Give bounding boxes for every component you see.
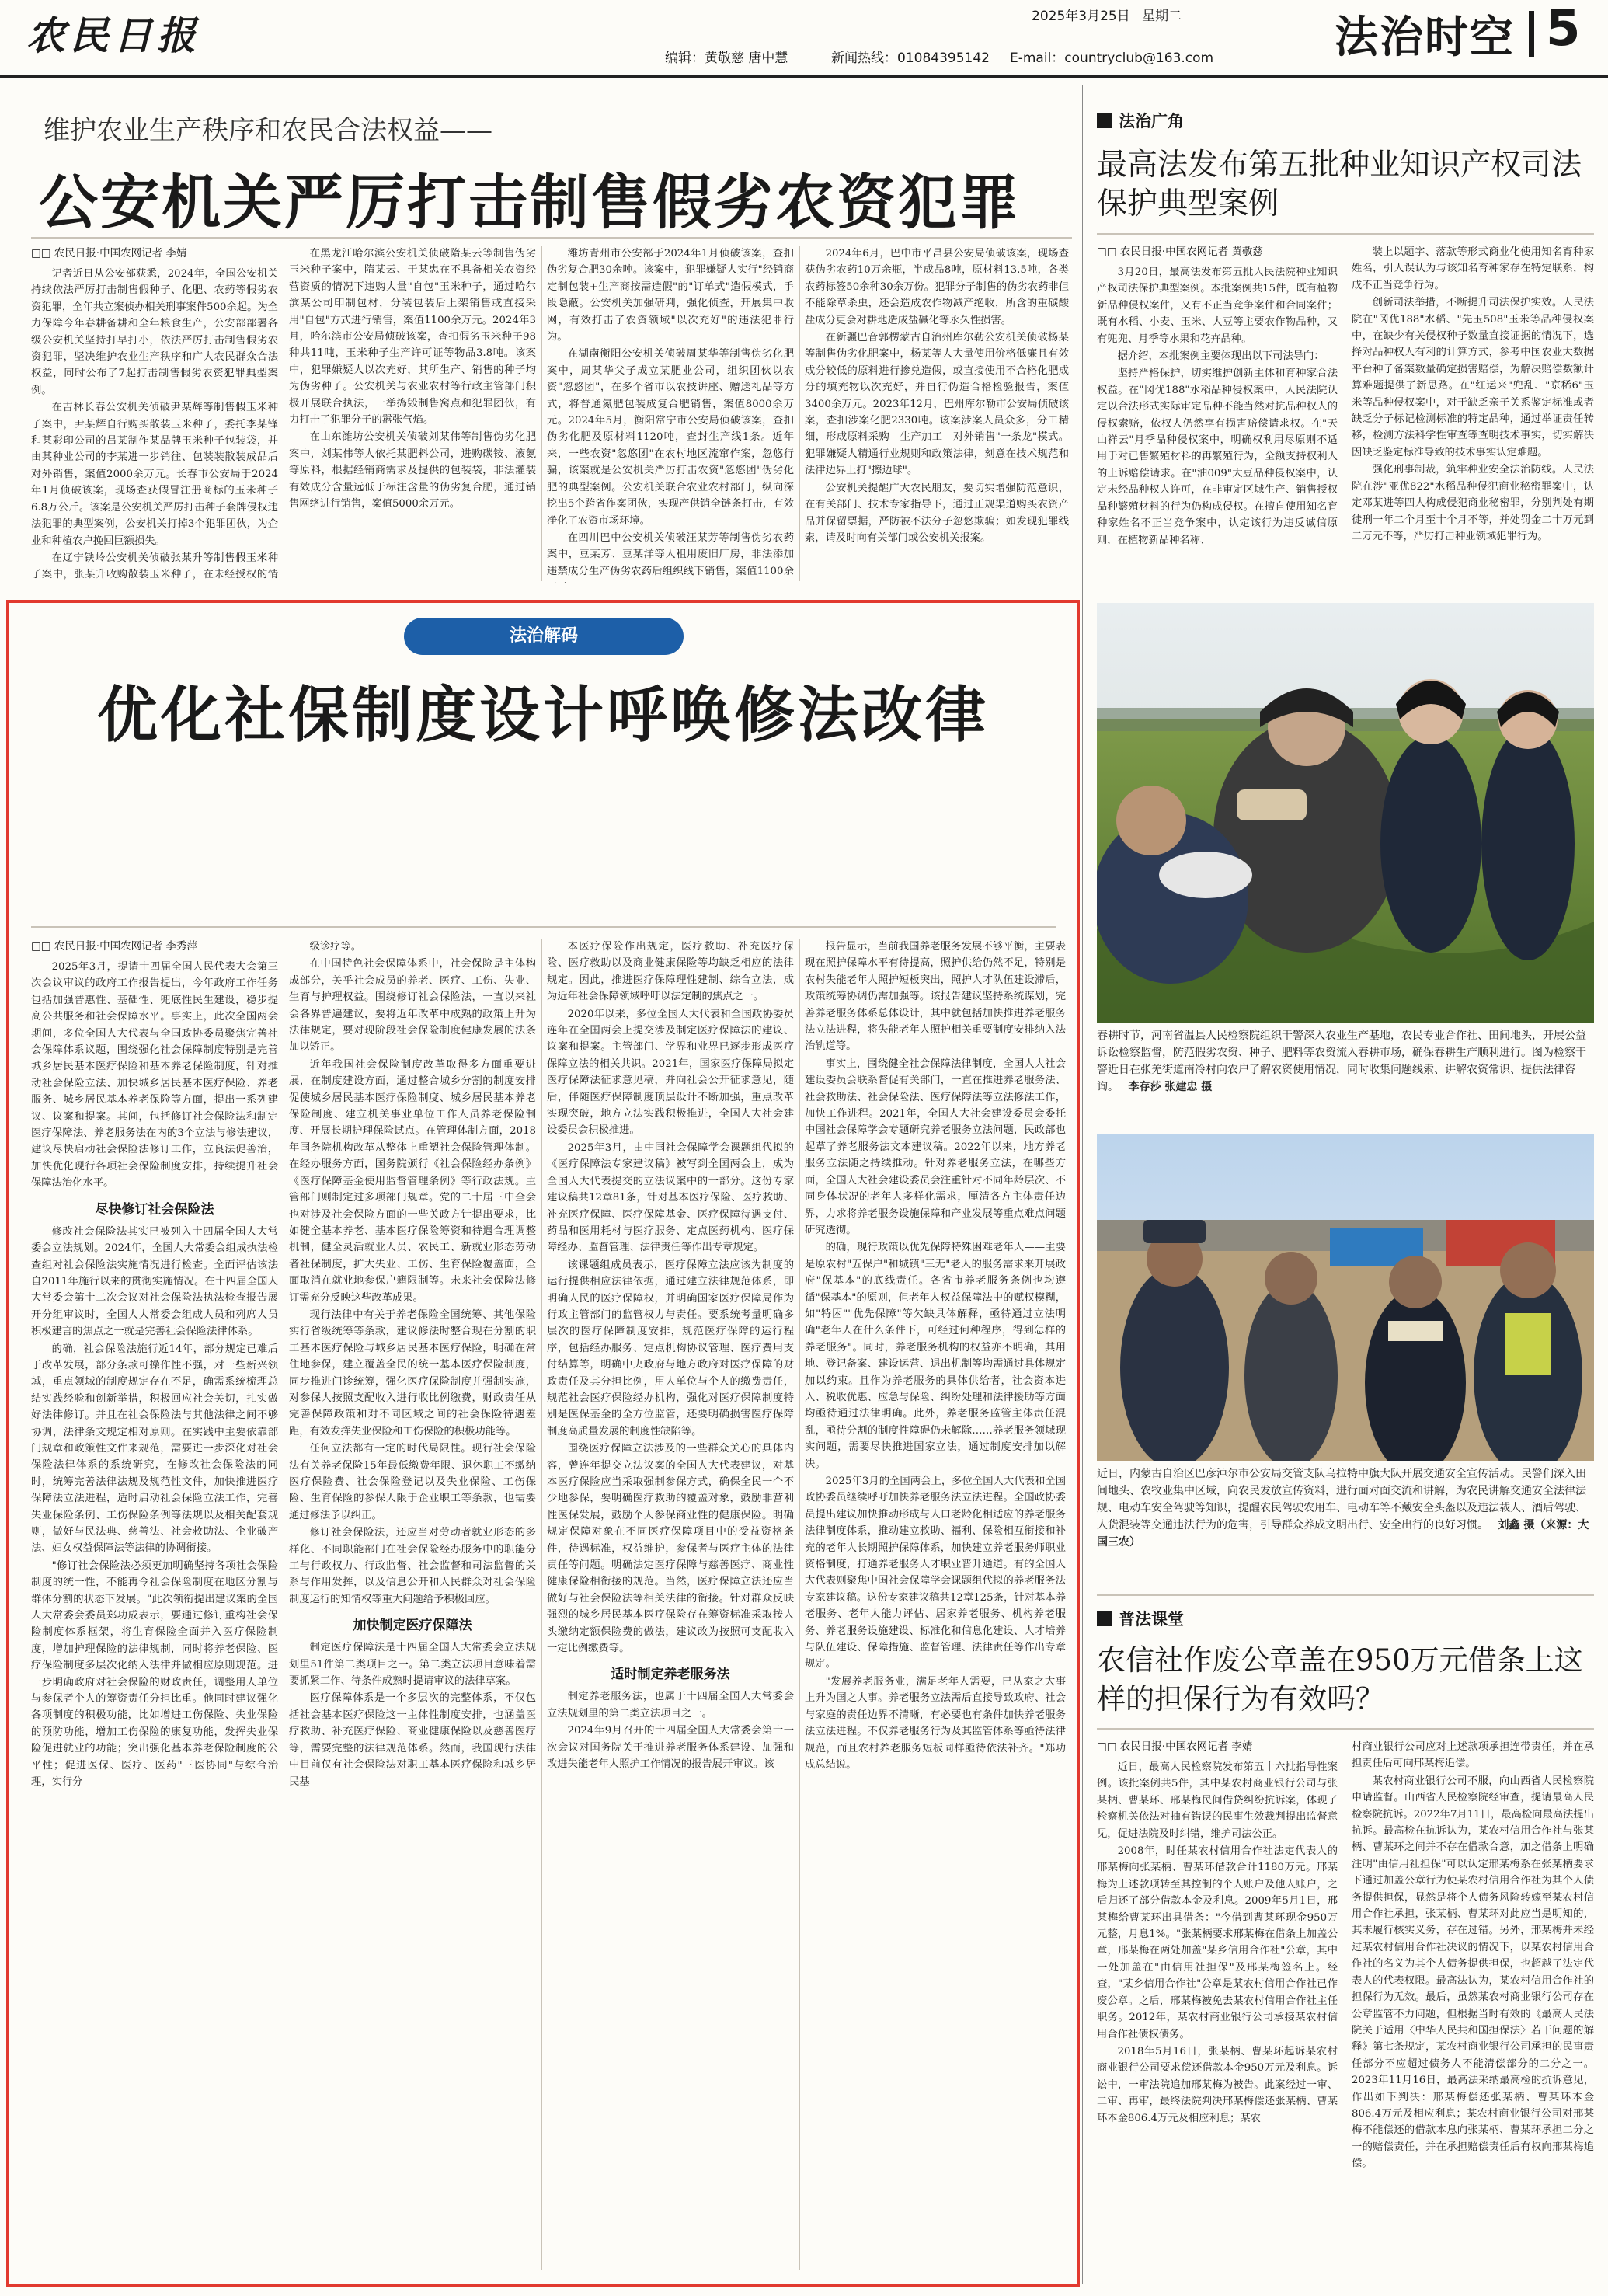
- paragraph: 2018年5月16日，张某柄、曹某环起诉某农村商业银行公司要求偿还借款本金950万元及利息。诉讼中，一审法院追加邢某梅为被告。此案经过一审、二审、再审，最终法院判决邢某梅偿还张某柄、曹某环本金806.4万元及相应利息；某农: [1097, 2045, 1338, 2124]
- feature-tag: 法治解码: [404, 618, 684, 655]
- guangjiao-tag: [1097, 109, 1184, 132]
- paragraph: 报告显示，当前我国养老服务发展不够平衡，主要表现在照护保障水平有待提高，照护供给仍然不足，特别是农村失能老年人照护短板突出，照护人才队伍建设滞后，政策统筹协调仍需加强等。该报告建议坚持系统谋划，完善养老服务体系总体设计，其中就包括加快推进养老服务法立法进程，将失能老年人照护相关重要制度安排纳入法治轨道等。: [805, 941, 1066, 1053]
- ketang-top-rule: [1097, 1594, 1594, 1596]
- feature-byline: □□ 农民日报·中国农网记者 李秀萍: [31, 940, 197, 953]
- tag-square-icon: [1097, 1611, 1112, 1626]
- page-number: 5: [1546, 0, 1581, 57]
- tag-label: 法治广角: [1119, 112, 1184, 131]
- issue-date: [1032, 5, 1182, 24]
- subheading: 尽快修订社会保险法: [95, 1201, 214, 1218]
- paragraph: 在湖南衡阳公安机关侦破周某华等制售伪劣化肥案中，周某华父子成立某肥业公司，组织团伙以农资"忽悠团"，在多个省市以农技讲座、赠送礼品等方式，将普通氮肥包装成复合肥销售，案值8000余万元。2024年5月，衡阳常宁市公安局侦破该案，查扣伪劣化肥及原材料1120吨，查封生产线1条。近年来，一些农资"忽悠团"在农村地区流窜作案，忽悠行骗，该案就是公安机关严厉打击农资"忽悠团"伪劣化肥的典型案例。公安机关联合农业农村部门，纵向深挖出5个跨省作案团伙，实现产供销全链条打击，有效净化了农资市场环境。: [547, 348, 794, 527]
- paragraph: 该课题组成员表示，医疗保障立法应该为制度的运行提供相应法律依据，通过建立法律规范体系，即明确人民的医疗保障权，并明确国家医疗保障局作为行政主管部门的监管权力与责任。要系统考量明确多层次的医疗保障制度安排，规范医疗保障的运行程序，包括经办服务、定点机构协议管理、医疗费用支付结算等，明确中央政府与地方政府对医疗保障的财政责任及其分担比例，用人单位与个人的缴费责任，规范社会医疗保险经办机构，强化对医疗保障制度特别是医保基金的全方位监管，还要明确损害医疗保障制度高质量发展的制度性缺陷等。: [547, 1259, 794, 1437]
- paragraph: 修订社会保险法，还应当对劳动者就业形态的多样化、不同职能部门在社会保险经办服务中的职能分工与行政权力、行政监督、社会监督和司法监督的关系与作用发挥，以及信息公开和人民群众对社会保险制度运行的知情权等重大问题给予积极回应。: [289, 1527, 536, 1605]
- section-title: 法治时空: [1335, 12, 1515, 63]
- paragraph: 在吉林长春公安机关侦破尹某辉等制售假玉米种子案中，尹某辉自行购买散装玉米种子，委托李某锋和某彩印公司的吕某制作某品牌玉米种子包装袋，并由某种业公司的李某进一步销往、包装装散装成品后对外销售，案值2000余万元。长春市公安局于2024年1月侦破该案，现场查获假冒注册商标的玉米种子6.8万公斤。该案是公安机关严厉打击种子套牌侵权违法犯罪的典型案例，公安机关打掉3个犯罪团伙，为企业和种植农户挽回巨额损失。: [31, 402, 278, 547]
- feature-rule: [31, 926, 1056, 928]
- paragraph: 现行法律中有关于养老保险全国统筹、其他保险实行省级统筹等条款，建议修法时整合现在分割的职工基本医疗保险与城乡居民基本医疗保险，明确在常住地参保，建立覆盖全民的统一基本医疗保险制度，同步推进门诊统筹，强化医疗保险制度并强制实施，对参保人按照支配收入进行收比例缴费，财政责任从完善保障政策和对不同区域之间的社会保险待遇差距，有效发挥失业保险和工伤保险的积极功能等。: [289, 1308, 536, 1437]
- lead-col-3: [547, 246, 794, 583]
- paragraph: 近日，最高人民检察院发布第五十六批指导性案例。该批案例共5件，其中某农村商业银行公司与张某柄、曹某环、邢某梅民间借贷纠纷抗诉案，体现了检察机关依法对抽有错误的民事生效裁判提出监督意见，促进法院及时纠错，维护司法公正。: [1097, 1761, 1338, 1840]
- paragraph: 记者近日从公安部获悉，2024年，全国公安机关持续依法严厉打击制售假种子、化肥、农药等假劣农资犯罪，全年共立案侦办相关刑事案件500余起。为全力保障今年春耕备耕和全年粮食生产，公安部部署各级公安机关坚持打早打小，依法严厉打击制售假劣农资犯罪，坚决维护农业生产秩序和广大农民群众合法权益，同时公布了7起打击制售假劣农资犯罪典型案例。: [31, 268, 278, 396]
- paragraph: 医疗保障体系是一个多层次的完整体系，不仅包括社会基本医疗保险这一主体性制度安排，也涵盖医疗救助、补充医疗保险、商业健康保险以及慈善医疗等，需要完整的法律规范体系。然而，我国现行法律中目前仅有社会保险法对职工基本医疗保险和城乡居民基: [289, 1692, 536, 1788]
- newspaper-logo: 农民日报: [26, 12, 200, 58]
- feature-headline: 优化社保制度设计呼唤修法改律: [96, 680, 989, 751]
- paragraph: 在辽宁铁岭公安机关侦破张某升等制售假玉米种子案中，张某升收购散装玉米种子，在未经授权的情: [31, 552, 278, 581]
- paragraph: 任何立法都有一定的时代局限性。现行社会保险法有关养老保险15年最低缴费年限、退休职工不缴纳医疗保险费、社会保险登记以及失业保险、工伤保险、生育保险的参保人限于企业职工等条款，也需要通过修法予以纠正。: [289, 1443, 536, 1521]
- caption-text: 春耕时节，河南省温县人民检察院组织干警深入农业生产基地，农民专业合作社、田间地头，开展公益诉讼检察监督，防范假劣农资、种子、肥料等农资流入春耕市场，确保春耕生产顺利进行。图为检察干警近日在张羌街道南冷村向农户了解农资使用情况，同时收集问题线索、讲解农资常识、提供法律咨询。: [1097, 1030, 1586, 1093]
- photo-illustration: [1097, 1134, 1594, 1461]
- paragraph: 2008年，时任某农村信用合作社法定代表人的邢某梅向张某柄、曹某环借款合计1180万元。邢某梅为上述款项转至其控制的个人账户及他人账户，之后归还了部分借款本金及利息。2009年5月1日，邢某梅给曹某环出具借条："今借到曹某环现金950万元整，月息1%。"张某柄要求邢某梅在借条上加盖公章，邢某梅在两处加盖"某乡信用合作社"公章，其中一处加盖在"由信用社担保"及邢某梅签名上。经查，"某乡信用合作社"公章是某农村信用合作社已作废公章。之后，邢某梅被免去某农村信用合作社主任职务。2012年，某农村商业银行公司承接某农村信用合作社债权债务。: [1097, 1845, 1338, 2040]
- paragraph: 制定养老服务法，也属于十四届全国人大常委会立法规划里的第二类立法项目之一。: [547, 1691, 794, 1719]
- paragraph: 在黑龙江哈尔滨公安机关侦破隋某云等制售伪劣玉米种子案中，隋某云、于某忠在不具备相关农资经营资质的情况下违购大量"自包"玉米种子，通过哈尔滨某公司印制包材，分装包装后上架销售或直接采用"自包"方式进行销售，案值1100余万元。2024年3月，哈尔滨市公安局侦破该案，查扣假劣玉米种子98种共11吨，玉米种子生产许可证等物品3.8吨。该案中，犯罪嫌疑人以次充好，其所生产、销售的种子均为伪劣种子。公安机关与农业农村等行政主管部门积极开展联合执法，一举捣毁制售窝点和犯罪团伙，有力打击了犯罪分子的嚣张气焰。: [289, 248, 536, 427]
- ketang-col-2: [1352, 1739, 1594, 2287]
- paragraph: 2025年3月的全国两会上，多位全国人大代表和全国政协委员继续呼吁加快养老服务法立法进程。全国政协委员提出建议加快推动形成与人口老龄化相适应的养老服务法律制度体系，推动建立救助、福利、保险相互衔接和补充的老年人长期照护保障体系，加快建立养老服务师职业资格制度，打通养老服务人才职业晋升通道。有的全国人大代表则聚焦中国社会保障学会课题组代拟的养老服务法专家建议稿。这份专家建议稿共12章125条，针对基本养老服务、老年人能力评估、居家养老服务、机构养老服务、养老服务设施建设、标准化和信息化建设、人才培养与队伍建设、保障措施、监督管理、法律责任等作出专章规定。: [805, 1476, 1066, 1671]
- paragraph: 的确，现行政策以优先保障特殊困难老年人——主要是原农村"五保户"和城镇"三无"老人的服务需求来开展政府"保基本"的底线责任。各省市养老服务条例也均遵循"保基本"的原则，但老年人权益保障法中的赋权模糊，如"特困""优先保障"等欠缺具体解释，亟待通过立法明确"老年人在什么条件下，可经过何种程序，得到怎样的养老服务"。同时，养老服务机构的权益亦不明确，其用地、登记备案、建设运营、退出机制等均需通过具体规定加以约束。且作为养老服务的具体供给者，社会资本进入、税收优惠、应急与保险、纠纷处理和法律援助等方面均亟待通过法律明确。此外，养老服务监管主体责任混乱，亟待分割的制度性障碍仍未解除……养老服务领域现实问题，需要尽快推进国家立法，通过制度安排加以解决。: [805, 1242, 1066, 1470]
- paragraph: 在四川巴中公安机关侦破汪某芳等制售伪劣农药案中，豆某芳、豆某洋等人租用废旧厂房，非法添加违禁成分生产伪劣农药后组织线下销售，案值1100余: [547, 531, 794, 577]
- paragraph: 在山东潍坊公安机关侦破刘某伟等制售伪劣化肥案中，刘某伟等人依托某肥料公司，进购碳铵、液氨等原料，根据经销商需求及提供的包装袋，非法灌装有效成分含量远低于标注含量的伪劣复合肥，通过销售网络进行销售，案值5000余万元。: [289, 431, 536, 510]
- editor-line: 编辑：黄敬慈 唐中慧: [665, 51, 788, 66]
- paragraph: 修改社会保险法其实已被列入十四届全国人大常委会立法规划。2024年，全国人大常委会组成执法检查组对社会保险法实施情况进行检查。全面评估该法自2011年施行以来的贯彻实施情况。在十四届全国人大常委会第十二次会议对社会保险法执法检查报告展开分组审议时，全国人大常委会组成人员和列席人员积极建言的焦点之一就是完善社会保险法律体系。: [31, 1225, 278, 1338]
- paragraph: 2025年3月，由中国社会保障学会课题组代拟的《医疗保障法专家建议稿》被写到全国两会上，成为全国人大代表提交的立法议案中的一部分。这份专家建议稿共12章81条，针对基本医疗保险、医疗救助、补充医疗保障、医疗保障基金、医疗保障待遇支付、药品和医用耗材与医疗服务、定点医药机构、医疗保障经办、监督管理、法律责任等作出专章规定。: [547, 1141, 794, 1254]
- paragraph: "修订社会保险法必须更加明确坚持各项社会保险制度的统一性，不能再令社会保险制度在地区分割与群体分割的状态下发展。"此次领衔提出建议案的全国人大常委会委员郑功成表示，要通过修订重构社会保险制度体系框架，将生育保险全面并入医疗保险制度，增加护理保险的法律规制，同时将养老保险、医疗保险制度多层次化纳入法律并做相应原则规范。进一步明确政府对社会保险的财政责任，调整用人单位与参保者个人的筹资责任分担比重。他同时建议强化各项制度的积极功能，比如增进工伤保险、失业保险的预防功能，增加工伤保险的康复功能，发挥失业保险促进就业的功能；突出强化基本养老保险制度的公平性；促进医保、医疗、医药"三医协同"与综合治理，实行分: [31, 1559, 278, 1789]
- masthead: [0, 0, 1608, 75]
- masthead-rule: [0, 75, 1608, 78]
- paragraph: 2025年3月，提请十四届全国人民代表大会第三次会议审议的政府工作报告提出，今年政府工作任务包括加强普惠性、基础性、兜底性民生建设，稳步提高公共服务和社会保障水平。事实上，此次全国两会期间，多位全国人大代表与全国政协委员聚焦完善社会保障体系议题，围绕强化社会保障制度特别是完善城乡居民基本医疗保险和基本养老保险制度，针对推动社会保险立法、加快城乡居民基本医疗保险、养老服务、城乡居民基本养老保险等方面，提出一系列建议、议案和提案。其间，包括修订社会保险法和制定医疗保障法、养老服务法在内的3个立法与修法建议，建议尽快启动社会保险法修订工作，立良法促善治，加快优化现行各项社会保险制度安排，持续提升社会保障法治化水平。: [31, 961, 278, 1190]
- feature-col-1: [31, 959, 278, 2272]
- photo2-caption: [1097, 1465, 1594, 1584]
- email-line: E-mail：countryclub@163.com: [1010, 51, 1214, 66]
- guangjiao-headline: 最高法发布第五批种业知识产权司法保护典型案例: [1097, 148, 1582, 221]
- paragraph: 装上以题字、落款等形式商业化使用知名育种家姓名，引人误认为与该知名育种家存在特定联系，构成不正当竞争行为。: [1352, 246, 1594, 291]
- paragraph: 的确，社会保险法施行近14年，部分规定已难后于改革发展，部分条款可操作性不强，对一些新兴领域，重点领域的制度规定存在不足，确需系统梳理总结实践经验和创新举措，积极回应社会关切，扎实做好法律修订。并且在社会保险法与其他法律之间不够协调，法律条文规定相对原则。在实践中主要依靠部门规章和政策性文件来规范，需要进一步深化对社会保险法律体系的系统研究，在修改社会保险法的同时，统筹完善法律法规及规范性文件，加快推进医疗保障法立法进程，适时启动社会保险立法工作，完善失业保险条例、工伤保险条例等法规以及相关配套规则，做好与民法典、慈善法、社会救助法、企业破产法、妇女权益保障法等法律的协调衔接。: [31, 1343, 278, 1555]
- lead-col-2: [289, 246, 536, 583]
- paragraph: 在新疆巴音郭楞蒙古自治州库尔勒公安机关侦破杨某等制售伪劣化肥案中，杨某等人大量使用价格低廉且有效成分较低的原料进行掺兑造假，或直接使用不合格化肥成分的填充物以次充好，并自行伪造合格检验报告，案值3400余万元。2023年12月，巴州库尔勒市公安局侦破该案，查扣涉案化肥2330吨。该案涉案人员众多，分工精细，形成原料采购—生产加工—对外销售"一条龙"模式。犯罪嫌疑人精通行业规则和政策法律，刻意在技术规范和法律边界上打"擦边球"。: [805, 332, 1069, 477]
- guangjiao-rule: [1097, 233, 1594, 235]
- paragraph: 在中国特色社会保障体系中，社会保险是主体构成部分，关乎社会成员的养老、医疗、工伤、失业、生育与护理权益。围绕修订社会保险法，一直以来社会各界普遍建议，要将近年改革中成熟的政策上升为法律规定，要对现阶段社会保险制度健康发展的法条加以矫正。: [289, 958, 536, 1054]
- column-rule: [799, 246, 800, 581]
- guangjiao-col-2: [1352, 244, 1594, 591]
- paragraph: 强化刑事制裁，筑牢种业安全法治防线。人民法院在涉"亚优822"水稻品种侵犯商业秘密罪案中，认定邓某进等四人构成侵犯商业秘密罪，分别判处有期徒刑一年二个月至十个月不等，并处罚金二十万元到二万元不等，严厉打击种业领域犯罪行为。: [1352, 464, 1594, 542]
- photo-credit: 李存莎 张建忠 摄: [1128, 1081, 1213, 1093]
- column-rule: [541, 939, 542, 2270]
- lead-col-4: [805, 246, 1069, 583]
- ketang-headline: 农信社作废公章盖在950万元借条上这样的担保行为有效吗？: [1097, 1643, 1583, 1716]
- lead-kicker: 维护农业生产秩序和农民合法权益——: [44, 115, 492, 146]
- section-divider: [1529, 11, 1534, 57]
- photo1-caption: [1097, 1027, 1594, 1124]
- paragraph: "发展养老服务业，满足老年人需要，已从家之大事上升为国之大事。养老服务立法需后直接导致政府、社会与家庭的责任边界不清晰，有必要也有条件加快养老服务法立法进程。不仅养老服务行为及其监管体系等亟待法律规范，而且农村养老服务短板同样亟待依法补齐。"郑功成总结说。: [805, 1675, 1066, 1771]
- paragraph: 围绕医疗保障立法涉及的一些群众关心的具体内容，曾连年提交立法议案的全国人大代表建议，对基本医疗保险应当采取强制参保方式，确保全民一个不少地参保，要明确医疗救助的覆盖对象，鼓励非营利性医保发展，鼓励个人参保商业性的健康保险。明确规定保障对象在不同医疗保障项目中的受益资格条件，待遇标准，权益维护，参保者与医疗主体的法律责任等问题。明确法定医疗保障与慈善医疗、商业性健康保险相衔接的规范。当然，医疗保障立法还应当做好与社会保险法等相关法律的衔接。针对群众反映强烈的城乡居民基本医疗保险存在筹资标准采取按人头缴纳定额保险费的做法，建议改为按照可支配收入一定比例缴费等。: [547, 1443, 794, 1655]
- lead-col-1: [31, 266, 278, 583]
- tag-square-icon: [1097, 113, 1112, 128]
- caption-text: 近日，内蒙古自治区巴彦淖尔市公安局交管支队乌拉特中旗大队开展交通安全宣传活动。民警们深入田间地头、农牧业集中区域，向农民发放宣传资料，进行面对面交流和讲解，为农民讲解交通安全法律法规、电动车安全驾驶等知识，提醒农民驾驶农用车、电动车等不戴安全头盔以及违法载人、酒后驾驶、人货混装等交通违法行为的危害，引导群众养成文明出行、安全出行的良好习惯。: [1097, 1468, 1586, 1531]
- tag-label: 普法课堂: [1119, 1610, 1184, 1629]
- feature-col-3: [547, 939, 794, 2272]
- ketang-tag: [1097, 1607, 1184, 1630]
- paragraph: 级诊疗等。: [309, 941, 362, 953]
- ketang-rule: [1097, 1728, 1594, 1730]
- photo-illustration: [1097, 603, 1594, 1023]
- paragraph: 3月20日，最高法发布第五批人民法院种业知识产权司法保护典型案例。本批案例共15件，既有植物新品种侵权案件，又有不正当竞争案件和合同案件；既有水稻、小麦、玉米、大豆等主要农作物品种，又有兜兜、月季等水果和花卉品种。: [1097, 267, 1338, 345]
- feature-col-4: [805, 939, 1066, 2272]
- paragraph: 本医疗保险作出规定，医疗救助、补充医疗保险、医疗救助以及商业健康保险等均缺乏相应的法律规定。因此，推进医疗保障理性建制、综合立法，成为近年社会保障领域呼吁以法定制的焦点之一。: [547, 941, 794, 1003]
- paragraph: 据介绍，本批案例主要体现出以下司法导向：: [1117, 350, 1324, 363]
- right-column-rule: [1082, 85, 1083, 2284]
- paragraph: 坚持严格保护，切实维护创新主体和育种家合法权益。在"冈优188"水稻品种侵权案中，人民法院认定以合法形式实际审定品种不能当然对抗品种权人的侵权索赔，依权人仍然享有损害赔偿请求权。在"天山祥云"月季品种侵权案中，明确权利用尽原则不适用于对已售繁殖材料的再繁殖行为，全额支持权利人的上诉赔偿请求。在"油009"大豆品种侵权案中，认定未经品种权人许可，在非审定区域生产、销售授权品种繁殖材料的行为仍构成侵权。在擅自使用知名育种家姓名不正当竞争案中，认定该行为违反诚信原则，在植物新品种名称、: [1097, 368, 1338, 546]
- paragraph: 公安机关提醒广大农民朋友，要切实增强防范意识，在有关部门、技术专家指导下，通过正规渠道购买农资产品并保留票据，严防被不法分子忽悠欺骗；如发现犯罪线索，请及时向有关部门或公安机关报案。: [805, 482, 1069, 544]
- guangjiao-byline: □□ 农民日报·中国农网记者 黄敬慈: [1097, 246, 1263, 258]
- photo-prosecutors-field: [1097, 603, 1594, 1023]
- lead-byline: □□ 农民日报·中国农网记者 李婧: [31, 247, 187, 260]
- photo-credit: 刘鑫 摄（来源：大国三农）: [1097, 1519, 1589, 1549]
- lead-headline-rule: [31, 237, 1072, 239]
- paragraph: 潍坊青州市公安部于2024年1月侦破该案，查扣伪劣复合肥30余吨。该案中，犯罪嫌疑人实行"经销商定制包装+生产商按需造假"的"订单式"造假模式，手段隐蔽。公安机关加强研判，强化侦查，开展集中收网，有效打击了农资领域"以次充好"的违法犯罪行为。: [547, 248, 794, 343]
- paragraph: 2024年6月，巴中市平昌县公安局侦破该案，现场查获伪劣农药10万余瓶，半成品8吨，原材料13.5吨，各类农药标签50余种30余万份。犯罪分子制售的伪劣农药非但不能除草杀虫，还会造成农作物减产绝收，所含的重碳酸盐成分更会对耕地造成盐碱化等永久性损害。: [805, 248, 1069, 326]
- ketang-col-1: [1097, 1759, 1338, 2287]
- paragraph: 近年我国社会保险制度改革取得多方面重要进展，在制度建设方面，通过整合城乡分割的制度安排促使城乡居民基本医疗保险制度、城乡居民基本养老保险制度、建立机关事业单位工作人员养老保险制度、开展长期护理保险试点。在管理体制方面，2018年国务院机构改革从整体上重塑社会保险管理体制。在经办服务方面，国务院颁行《社会保险经办条例》《医疗保障基金使用监督管理条例》等行政法规。主管部门则制定过多项部门规章。党的二十届三中全会也对涉及社会保险方面的一些关政方针提出要求，比如健全基本养老、基本医疗保险筹资和待遇合理调整机制，健全灵活就业人员、农民工、新就业形态劳动者社保制度，扩大失业、工伤、生育保险覆盖面，全面取消在就业地参保户籍限制等。未来社会保险法修订需充分反映这些改革成果。: [289, 1058, 536, 1304]
- phone-line: 新闻热线：01084395142: [831, 51, 990, 66]
- feature-col-2: [289, 939, 536, 2272]
- subheading: 适时制定养老服务法: [611, 1667, 730, 1683]
- paragraph: 事实上，围绕健全社会保障法律制度，全国人大社会建设委员会联系督促有关部门，一直在推进养老服务法、社会救助法、社会保险法、医疗保障法等立法修法工作，加快工作进程。2021年，全国人大社会建设委员会委托中国社会保障学会专题研究养老服务立法问题，民政部也起草了养老服务法文本建议稿。2022年以来，地方养老服务立法随之持续推动。针对养老服务立法，在哪些方面，全国人大社会建设委员会注重针对不同年龄层次、不同身体状况的老年人多样化需求，厘清各方主体责任边界，力求将养老服务设施保障和产业发展等重点难点问题研究透彻。: [805, 1057, 1066, 1236]
- photo-traffic-police: [1097, 1134, 1594, 1461]
- column-rule: [799, 939, 800, 2270]
- date-text: 2025年3月25日: [1032, 9, 1130, 24]
- paragraph: 制定医疗保障法是十四届全国人大常委会立法规划里51件第二类项目之一。第二类立法项目意味着需要抓紧工作、待条件成熟时提请审议的法律草案。: [289, 1642, 536, 1688]
- subheading: 加快制定医疗保障法: [353, 1618, 472, 1634]
- paragraph: 2024年9月召开的十四届全国人大常委会第十一次会议对国务院关于推进养老服务体系建设、加强和改进失能老年人照护工作情况的报告展开审议。该: [547, 1725, 794, 1771]
- paragraph: 2020年以来，多位全国人大代表和全国政协委员连年在全国两会上提交涉及制定医疗保障法的建议、议案和提案。主管部门、学界和业界已逐步形成医疗保障立法的相关共识。2021年，国家医疗保障局拟定医疗保障法征求意见稿，并向社会公开征求意见，随后，伴随医疗保障制度顶层设计不断加强，重点改革实现突破，地方立法实践积极推进，全国人大社会建设委员会积极推进。: [547, 1008, 794, 1137]
- ketang-byline: □□ 农民日报·中国农网记者 李婧: [1097, 1740, 1253, 1753]
- weekday-text: 星期二: [1142, 9, 1182, 24]
- paragraph: 某农村商业银行公司不服，向山西省人民检察院申请监督。山西省人民检察院经审查，提请最高人民检察院抗诉。2022年7月11日，最高检向最高法提出抗诉。最高检在抗诉认为，某农村信用合作社与张某柄、曹某环之间并不存在借款合意，加之借条上明确注明"由信用社担保"可以认定邢某梅系在张某柄要求下通过加盖公章行为使某农村信用合作社为其个人债务提供担保，显然是将个人债务风险转嫁至某农村信用合作社承担，张某柄、曹某环对此应当是明知的，其未履行核实义务，存在过错。另外，邢某梅并未经过某农村信用合作社决议的情况下，以某农村信用合作社的名义为其个人债务提供担保，也超越了法定代表人的代表权限。最高法认为，某农村信用合作社的担保行为无效。最后，虽然某农村商业银行公司存在公章监管不力问题，但根据当时有效的《最高人民法院关于适用〈中华人民共和国担保法〉若干问题的解释》第七条规定，某农村商业银行公司承担的民事责任部分不应超过债务人不能清偿部分的二分之一。2023年11月16日，最高法采纳最高检的抗诉意见，作出如下判决：邢某梅偿还张某柄、曹某环本金806.4万元及相应利息；某农村商业银行公司对邢某梅不能偿还的借款本息向张某柄、曹某环承担二分之一的赔偿责任，并在承担赔偿责任后有权向邢某梅追偿。: [1352, 1775, 1594, 2170]
- column-rule: [541, 246, 542, 581]
- guangjiao-col-1: [1097, 264, 1338, 591]
- lead-headline: 公安机关严厉打击制售假劣农资犯罪: [39, 168, 1021, 237]
- paragraph: 创新司法举措，不断提升司法保护实效。人民法院在"冈优188"水稻、"先玉508"玉米等品种侵权案中，在缺少有关侵权种子数量直接证据的情况下，选择对品种权人有利的计算方式，参考中国农业大数据平台种子备案数量确定损害赔偿，为解决赔偿数额计算难题提供了新思路。在"红运来"兜乱、"京稀6"玉米等品种侵权案中，对于缺乏亲子关系鉴定标准或者缺乏分子标记检测标准的特定品种，通过举证责任转移，检测方法科学性审查等查明技术事实，切实解决因缺乏鉴定标准导致的技术事实认定难题。: [1352, 297, 1594, 458]
- paragraph: 村商业银行公司应对上述款项承担连带责任，并在承担责任后可向邢某梅追偿。: [1352, 1741, 1594, 1770]
